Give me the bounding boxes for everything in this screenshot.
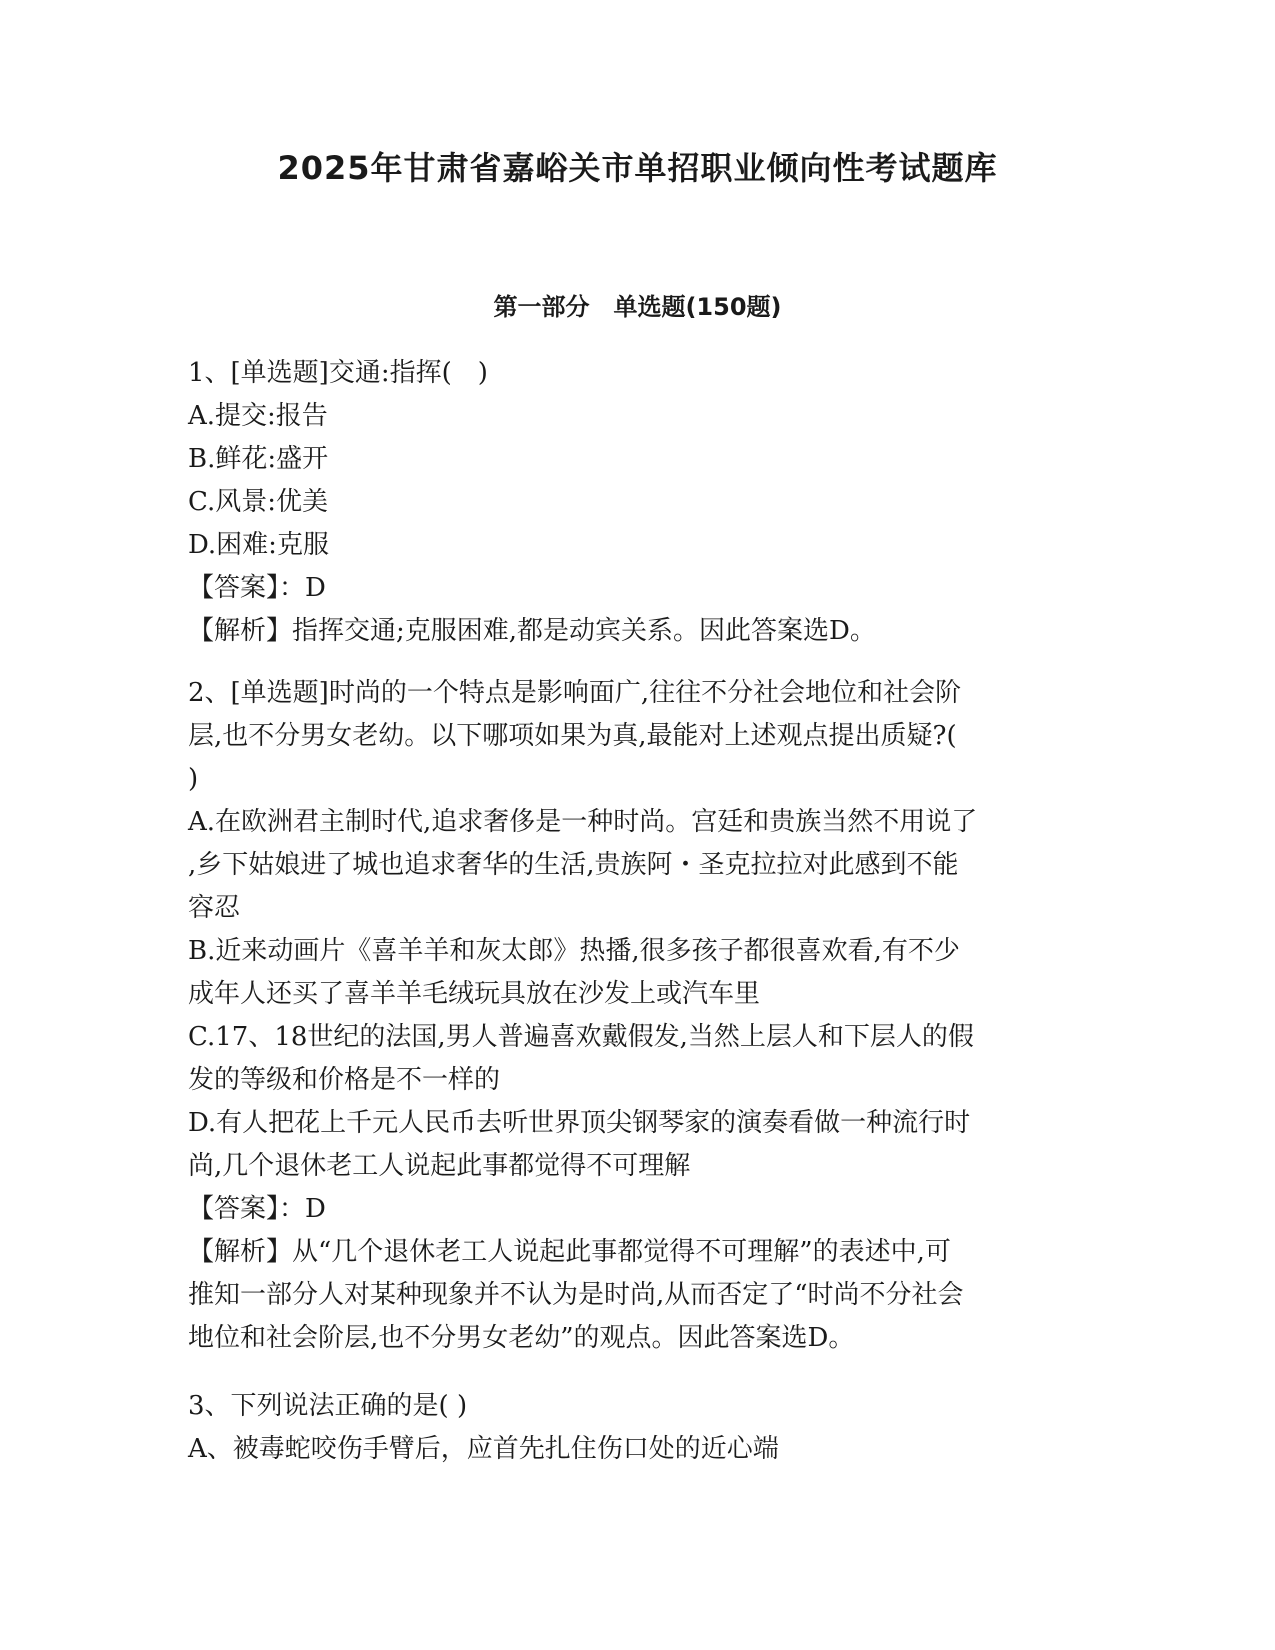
- document-title: 2025年甘肃省嘉峪关市单招职业倾向性考试题库: [277, 149, 998, 187]
- question-stem-line: 2、[单选题]时尚的一个特点是影响面广,往往不分社会地位和社会阶: [188, 678, 962, 708]
- option-a-line: A.在欧洲君主制时代,追求奢侈是一种时尚。宫廷和贵族当然不用说了: [188, 807, 978, 837]
- option-a: A.提交:报告: [188, 401, 328, 431]
- option-c-line: 发的等级和价格是不一样的: [188, 1065, 501, 1095]
- option-b-line: B.近来动画片《喜羊羊和灰太郎》热播,很多孩子都很喜欢看,有不少: [188, 936, 960, 966]
- option-a-line: 容忍: [188, 893, 241, 923]
- question-stem: 1、[单选题]交通:指挥( ): [188, 358, 488, 388]
- option-d: D.困难:克服: [188, 530, 329, 560]
- analysis-line: 【解析】从“几个退休老工人说起此事都觉得不可理解”的表述中,可: [188, 1237, 951, 1267]
- option-d-line: 尚,几个退休老工人说起此事都觉得不可理解: [188, 1151, 691, 1181]
- analysis-line: 推知一部分人对某种现象并不认为是时尚,从而否定了“时尚不分社会: [188, 1280, 964, 1310]
- option-d-line: D.有人把花上千元人民币去听世界顶尖钢琴家的演奏看做一种流行时: [188, 1108, 971, 1138]
- analysis-line: 地位和社会阶层,也不分男女老幼”的观点。因此答案选D。: [188, 1323, 855, 1353]
- analysis: 【解析】指挥交通;克服困难,都是动宾关系。因此答案选D。: [188, 616, 876, 646]
- question-2: [188, 672, 1088, 1360]
- option-c-line: C.17、18世纪的法国,男人普遍喜欢戴假发,当然上层人和下层人的假: [188, 1022, 974, 1052]
- section-heading: 第一部分 单选题(150题): [493, 293, 782, 321]
- option-c: C.风景:优美: [188, 487, 328, 517]
- option-a-line: ,乡下姑娘进了城也追求奢华的生活,贵族阿・圣克拉拉对此感到不能: [188, 850, 959, 880]
- question-stem-line: ): [188, 764, 199, 794]
- option-b-line: 成年人还买了喜羊羊毛绒玩具放在沙发上或汽车里: [188, 979, 761, 1009]
- option-a: A、被毒蛇咬伤手臂后，应首先扎住伤口处的近心端: [188, 1434, 779, 1464]
- question-stem-line: 层,也不分男女老幼。以下哪项如果为真,最能对上述观点提出质疑?(: [188, 721, 957, 751]
- question-3: [188, 1385, 1088, 1471]
- question-stem: 3、下列说法正确的是( ): [188, 1391, 468, 1421]
- answer: 【答案】：D: [188, 573, 326, 603]
- option-b: B.鲜花:盛开: [188, 444, 329, 474]
- answer: 【答案】：D: [188, 1194, 326, 1224]
- question-1: [188, 352, 1088, 653]
